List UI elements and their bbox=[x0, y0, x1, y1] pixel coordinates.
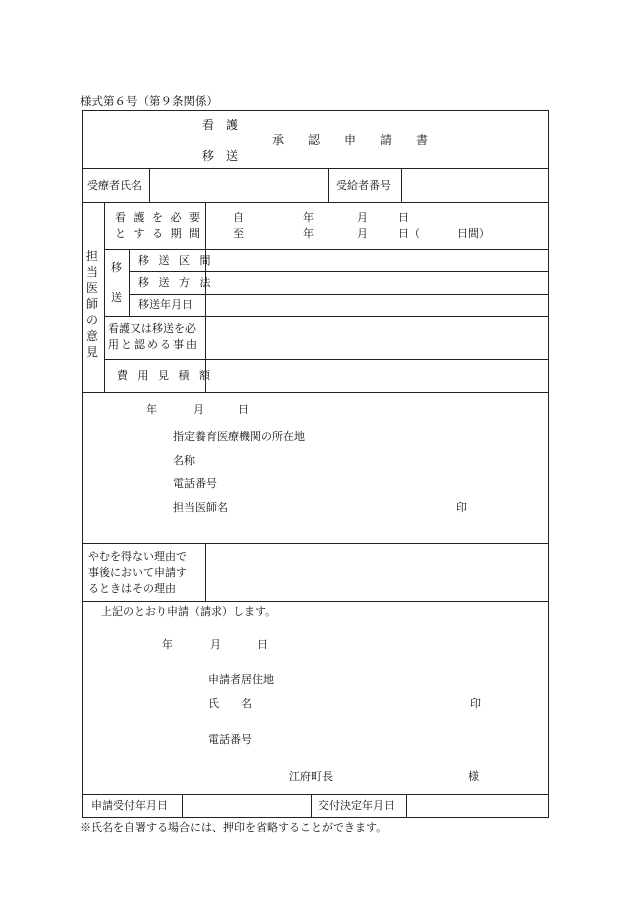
transport-method-label: 移 送 方 法 bbox=[138, 276, 214, 289]
reason-label-2: 用と認める事由 bbox=[108, 338, 199, 351]
cell-divider bbox=[129, 249, 130, 316]
period-to-nen: 年 bbox=[303, 227, 314, 240]
decision-date-label: 交付決定年月日 bbox=[318, 799, 395, 812]
addressee-suffix: 様 bbox=[468, 770, 479, 783]
title-isou: 移 送 bbox=[202, 149, 239, 163]
cell-divider bbox=[104, 202, 105, 392]
title-shounin: 承 認 申 請 書 bbox=[272, 133, 435, 147]
applicant-name-label: 氏 名 bbox=[208, 697, 252, 710]
cell-divider bbox=[311, 794, 312, 817]
row-divider bbox=[82, 601, 548, 602]
applicant-phone-label: 電話番号 bbox=[208, 733, 252, 746]
phone-label: 電話番号 bbox=[173, 477, 217, 490]
period-from-hi: 日 bbox=[398, 211, 409, 224]
period-from-tsuki: 月 bbox=[357, 211, 368, 224]
receipt-date-label: 申請受付年月日 bbox=[91, 799, 168, 812]
title-kango: 看 護 bbox=[202, 118, 239, 132]
doctor-date-nen: 年 bbox=[146, 403, 157, 416]
frame-right bbox=[548, 110, 549, 817]
form-number: 様式第６号（第９条関係） bbox=[80, 94, 218, 108]
cost-field[interactable] bbox=[206, 360, 547, 391]
declaration: 上記のとおり申請（請求）します。 bbox=[101, 605, 277, 618]
doctor-date-tsuki: 月 bbox=[193, 403, 204, 416]
late-reason-label-1: やむを得ない理由で bbox=[88, 550, 187, 563]
transport-section-label: 移 送 区 間 bbox=[138, 254, 214, 267]
reason-label-1: 看護又は移送を必 bbox=[108, 322, 196, 335]
cell-divider bbox=[328, 168, 329, 202]
transport-label-1: 移 bbox=[111, 261, 122, 274]
recipient-number-field[interactable] bbox=[402, 169, 547, 201]
doctor-opinion-label: 担当医師の意見 bbox=[86, 249, 99, 359]
applicant-seal-label: 印 bbox=[470, 697, 481, 710]
transport-method-field[interactable] bbox=[206, 272, 547, 293]
applicant-address-label: 申請者居住地 bbox=[208, 673, 274, 686]
institution-name-label: 名称 bbox=[173, 454, 195, 467]
receipt-date-field[interactable] bbox=[183, 795, 310, 816]
reason-field[interactable] bbox=[206, 317, 547, 358]
applicant-date-tsuki: 月 bbox=[210, 638, 221, 651]
frame-left bbox=[82, 110, 83, 817]
cost-label: 費 用 見 積 額 bbox=[117, 369, 213, 382]
period-to-nichikan: 日間） bbox=[457, 227, 490, 240]
frame-bottom bbox=[82, 817, 549, 818]
row-divider bbox=[82, 392, 548, 393]
decision-date-field[interactable] bbox=[407, 795, 547, 816]
late-reason-label-2: 事後において申請す bbox=[88, 566, 187, 579]
transport-section-field[interactable] bbox=[206, 250, 547, 270]
period-to-itaru: 至 bbox=[233, 227, 244, 240]
frame-top bbox=[82, 110, 548, 111]
transport-date-field[interactable] bbox=[206, 295, 547, 315]
applicant-date-hi: 日 bbox=[257, 638, 268, 651]
period-from-nen: 年 bbox=[303, 211, 314, 224]
recipient-number-label: 受給者番号 bbox=[336, 179, 391, 192]
doctor-date-hi: 日 bbox=[238, 403, 249, 416]
footnote: ※氏名を自署する場合には、押印を省略することができます。 bbox=[80, 821, 388, 834]
transport-label-2: 送 bbox=[111, 291, 122, 304]
period-to-hi: 日（ bbox=[398, 227, 420, 240]
period-to-tsuki: 月 bbox=[357, 227, 368, 240]
transport-date-label: 移送年月日 bbox=[138, 298, 193, 311]
period-from-ji: 自 bbox=[233, 211, 244, 224]
late-reason-field[interactable] bbox=[206, 544, 547, 600]
row-divider bbox=[82, 202, 548, 203]
late-reason-label-3: るときはその理由 bbox=[88, 582, 176, 595]
applicant-date-nen: 年 bbox=[162, 638, 173, 651]
period-label-2: と す る 期 間 bbox=[115, 227, 202, 240]
addressee: 江府町長 bbox=[289, 770, 333, 783]
patient-name-label: 受療者氏名 bbox=[87, 179, 142, 192]
period-label-1: 看 護 を 必 要 bbox=[115, 211, 202, 224]
institution-address-label: 指定養育医療機関の所在地 bbox=[173, 430, 305, 443]
doctor-seal-label: 印 bbox=[456, 501, 467, 514]
patient-name-field[interactable] bbox=[150, 169, 327, 201]
doctor-name-label: 担当医師名 bbox=[173, 501, 228, 514]
